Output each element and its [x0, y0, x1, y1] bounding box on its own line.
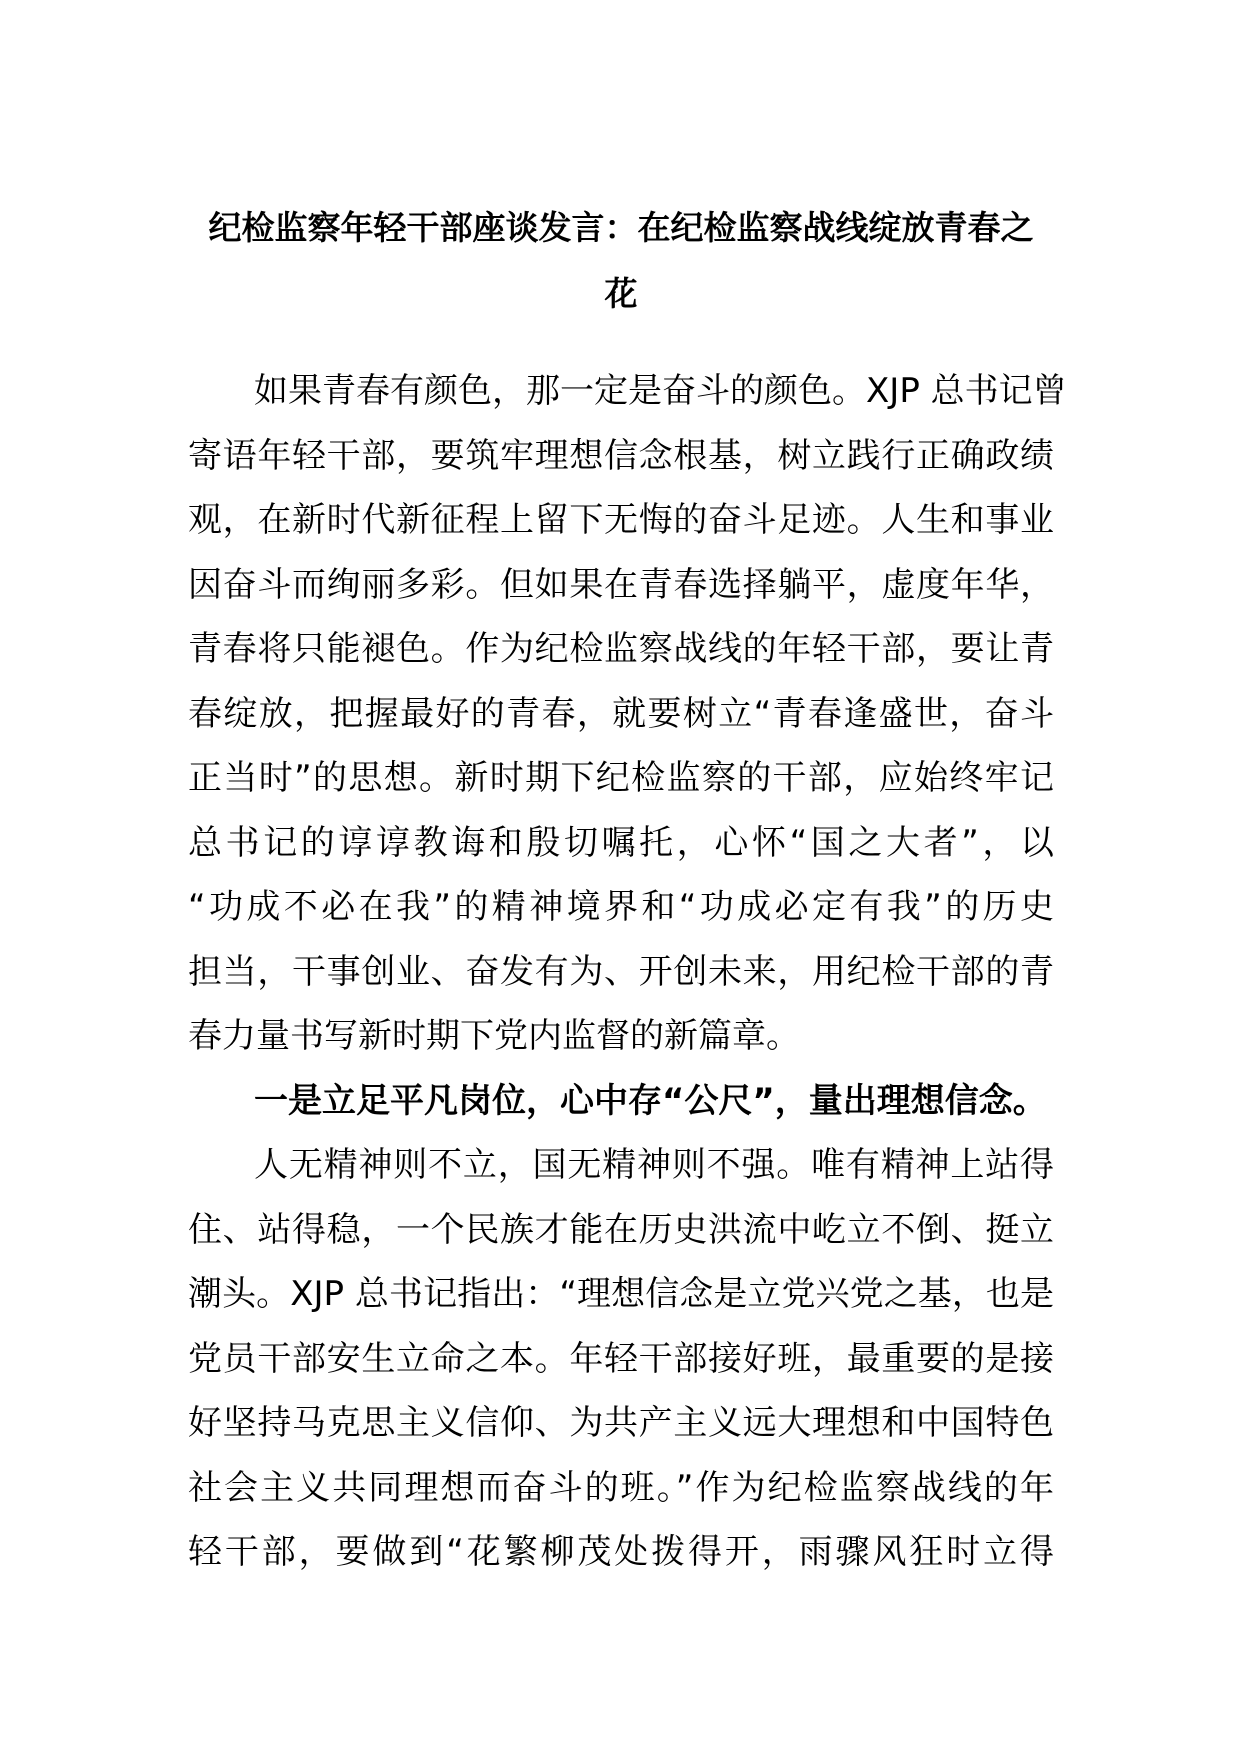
text-line: 观，在新时代新征程上留下无悔的奋斗足迹。人生和事业 — [188, 500, 1054, 540]
text-line: 党员干部安生立命之本。年轻干部接好班，最重要的是接 — [188, 1338, 1054, 1379]
text-line: 如果青春有颜色，那一定是奋斗的颜色。XJP 总书记曾 — [254, 371, 1067, 411]
text-line: 人无精神则不立，国无精神则不强。唯有精神上站得 — [254, 1145, 1054, 1185]
text-line: 轻干部，要做到“花繁柳茂处拨得开，雨骤风狂时立得 — [188, 1532, 1054, 1572]
text-line: 担当，干事创业、奋发有为、开创未来，用纪检干部的青 — [188, 951, 1054, 992]
text-line: 因奋斗而绚丽多彩。但如果在青春选择躺平，虚度年华， — [188, 564, 1054, 605]
text-line: 住、站得稳，一个民族才能在历史洪流中屹立不倒、挺立 — [188, 1209, 1054, 1250]
document-page — [188, 195, 1067, 1585]
text-line: 好坚持马克思主义信仰、为共产主义远大理想和中国特色 — [188, 1403, 1054, 1443]
text-line: 正当时”的思想。新时期下纪检监察的干部，应始终牢记 — [188, 758, 1054, 798]
paragraph-body-one — [188, 1133, 1054, 1585]
text-line: 青春将只能褪色。作为纪检监察战线的年轻干部，要让青 — [188, 629, 1054, 669]
text-line: 春力量书写新时期下党内监督的新篇章。 — [188, 1016, 800, 1056]
text-line: 社会主义共同理想而奋斗的班。”作为纪检监察战线的年 — [188, 1467, 1054, 1508]
title-line: 花 — [604, 274, 638, 313]
title-line: 纪检监察年轻干部座谈发言：在纪检监察战线绽放青春之 — [208, 208, 1034, 247]
text-line: 春绽放，把握最好的青春，就要树立“青春逢盛世，奋斗 — [188, 693, 1054, 734]
text-line: “功成不必在我”的精神境界和“功成必定有我”的历史 — [188, 887, 1054, 927]
text-line: 潮头。XJP 总书记指出：“理想信念是立党兴党之基，也是 — [188, 1274, 1054, 1314]
text-line: 总书记的谆谆教诲和殷切嘱托，心怀“国之大者”，以 — [188, 822, 1054, 863]
document-title — [188, 195, 1054, 327]
paragraph-heading-one — [188, 1069, 1054, 1134]
paragraph-intro — [188, 359, 1067, 1069]
section-heading: 一是立足平凡岗位，心中存“公尺”，量出理想信念。 — [254, 1080, 1047, 1121]
document-body — [188, 359, 1067, 1585]
text-line: 寄语年轻干部，要筑牢理想信念根基，树立践行正确政绩 — [188, 435, 1054, 476]
